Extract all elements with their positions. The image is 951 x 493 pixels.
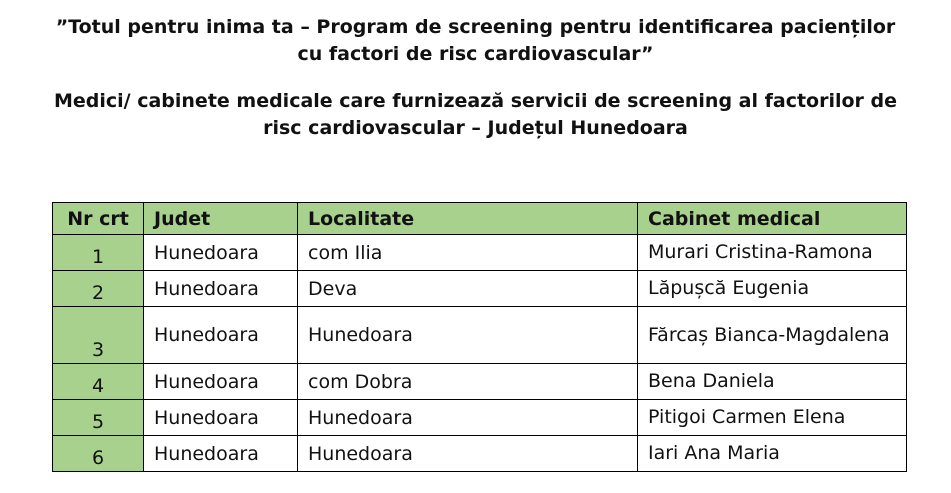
- cell-cabinet: Fărcaș Bianca-Magdalena: [638, 307, 907, 364]
- document-title-line-1: ”Totul pentru inima ta – Program de screening pentru identificarea pacienților: [55, 16, 896, 38]
- cell-judet: Hunedoara: [144, 235, 298, 271]
- cell-nr: 5: [53, 400, 144, 436]
- cell-judet: Hunedoara: [144, 271, 298, 307]
- doctors-table: [52, 202, 907, 472]
- cell-localitate: com Ilia: [298, 235, 638, 271]
- cell-localitate: com Dobra: [298, 364, 638, 400]
- table-row: [53, 235, 907, 271]
- cell-cabinet: Bena Daniela: [638, 364, 907, 400]
- cell-localitate: Hunedoara: [298, 307, 638, 364]
- cell-judet: Hunedoara: [144, 364, 298, 400]
- cell-cabinet: Iari Ana Maria: [638, 436, 907, 472]
- document-title-line-2: cu factori de risc cardiovascular”: [297, 43, 654, 65]
- cell-nr: 1: [53, 235, 144, 271]
- cell-nr: 2: [53, 271, 144, 307]
- cell-judet: Hunedoara: [144, 436, 298, 472]
- cell-cabinet: Lăpușcă Eugenia: [638, 271, 907, 307]
- table-header-row: [53, 203, 907, 235]
- header-judet: Judet: [144, 203, 298, 235]
- table-row: [53, 364, 907, 400]
- cell-cabinet: Murari Cristina-Ramona: [638, 235, 907, 271]
- cell-localitate: Hunedoara: [298, 436, 638, 472]
- header-nr-crt: Nr crt: [53, 203, 144, 235]
- cell-nr: 3: [53, 307, 144, 364]
- cell-judet: Hunedoara: [144, 400, 298, 436]
- document-subtitle-line-1: Medici/ cabinete medicale care furnizează servicii de screening al factorilor de: [53, 90, 898, 112]
- document-title: [0, 14, 951, 68]
- table-row: [53, 400, 907, 436]
- header-localitate: Localitate: [298, 203, 638, 235]
- cell-cabinet: Pitigoi Carmen Elena: [638, 400, 907, 436]
- document-subtitle-line-2: risc cardiovascular – Județul Hunedoara: [263, 117, 688, 139]
- cell-nr: 4: [53, 364, 144, 400]
- table-row: [53, 436, 907, 472]
- header-cabinet-medical: Cabinet medical: [638, 203, 907, 235]
- cell-localitate: Deva: [298, 271, 638, 307]
- table-row: [53, 271, 907, 307]
- cell-localitate: Hunedoara: [298, 400, 638, 436]
- document-subtitle: [0, 88, 951, 142]
- table-row: [53, 307, 907, 364]
- cell-nr: 6: [53, 436, 144, 472]
- cell-judet: Hunedoara: [144, 307, 298, 364]
